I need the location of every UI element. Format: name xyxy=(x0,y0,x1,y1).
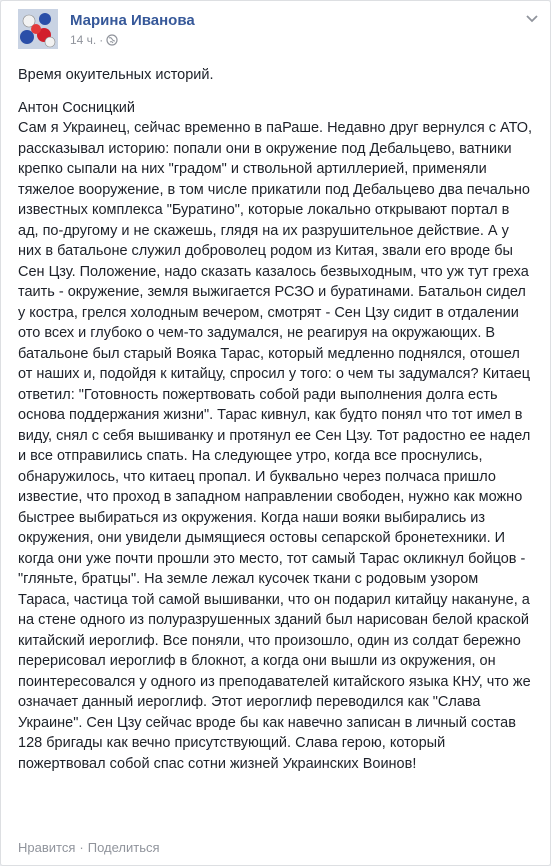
globe-icon[interactable] xyxy=(106,34,118,49)
chevron-down-icon[interactable] xyxy=(524,11,540,27)
action-separator: · xyxy=(79,840,84,855)
share-link[interactable]: Поделиться xyxy=(87,840,160,855)
post-lead-text: Время окуительных историй. xyxy=(18,67,214,83)
post-timestamp[interactable]: 14 ч. xyxy=(70,33,97,47)
meta-separator: · xyxy=(99,33,104,47)
like-link[interactable]: Нравится xyxy=(18,840,76,855)
quoted-author: Антон Сосницкий xyxy=(18,99,135,116)
post-content xyxy=(18,65,533,774)
post-meta xyxy=(70,33,118,49)
post-author-name[interactable]: Марина Иванова xyxy=(70,12,195,29)
post-actions xyxy=(18,840,160,855)
avatar-image xyxy=(18,9,58,49)
post-header xyxy=(18,9,540,53)
post-body-text: Сам я Украинец, сейчас временно в паРаше. Недавно друг вернулся с АТО, рассказывал историю: попали они в окружение под Дебальцево, ватники крепко сыпали на них "градом" и ствольной артиллерией, применяли тяжелое вооружение, в том числе прикатили под Дебальцево два печально известных комплекса "Буратино", которые локально открывают портал в ад, по-другому и не скажешь, глядя на их разрушительное действие. А у них в батальоне служил доброволец родом из Китая, звали его вроде бы Сен Цзу. Положение, надо сказать казалось безвыходным, что уж тут греха таить - окружение, земля выжигается РСЗО и буратинами. Батальон сидел у костра, грелся холодным вечером, смотрят - Сен Цзу сидит в отдалении ото всех и глубоко о чем-то задумался, не реагируя на окружающих. В батальоне был старый Вояка Тарас, который медленно поднялся, отошел от наших и, подойдя к китайцу, спросил у того: о чем ты задумался? Китаец ответил: "Готовность пожертвовать собой ради выполнения долга есть основа поддержания жизни". Тарас кивнул, как будто понял что тот имел в виду, снял с себя вышиванку и протянул ее Сен Цзу. Тот радостно ее надел и все отправились спать. На следующее утро, когда все проснулись, обнаружилось, что китаец пропал. И буквально через полчаса пришло известие, что проход в западном направлении свободен, нужно как можно быстрее выбираться из окружения. Когда наши вояки выбирались из окружения, они увидели дымящиеся остовы сепарской бронетехники. И когда они уже почти прошли это место, тот самый Тарас окликнул бойцов - "гляньте, братцы". На земле лежал кусочек ткани с родовым узором Тараса, частица той самой вышиванки, что он подарил китайцу накануне, а на стене одного из полуразрушенных зданий был нарисован белой краской китайский иероглиф. Все поняли, что произошло, один из солдат бережно перерисовал иероглиф в блокнот, а когда они вышли из окружения, он поинтересовался у одного из преподавателей китайского языка КНУ, что же означает данный иероглиф. Этот иероглиф переводился как "Слава Украине". Сен Цзу сейчас вроде бы как навечно записан в личный состав 128 бригады как вечно присутствующий. Слава герою, который пожертвовал собой спас сотни жизней Украинских Воинов! xyxy=(18,120,533,772)
avatar[interactable] xyxy=(18,9,58,49)
